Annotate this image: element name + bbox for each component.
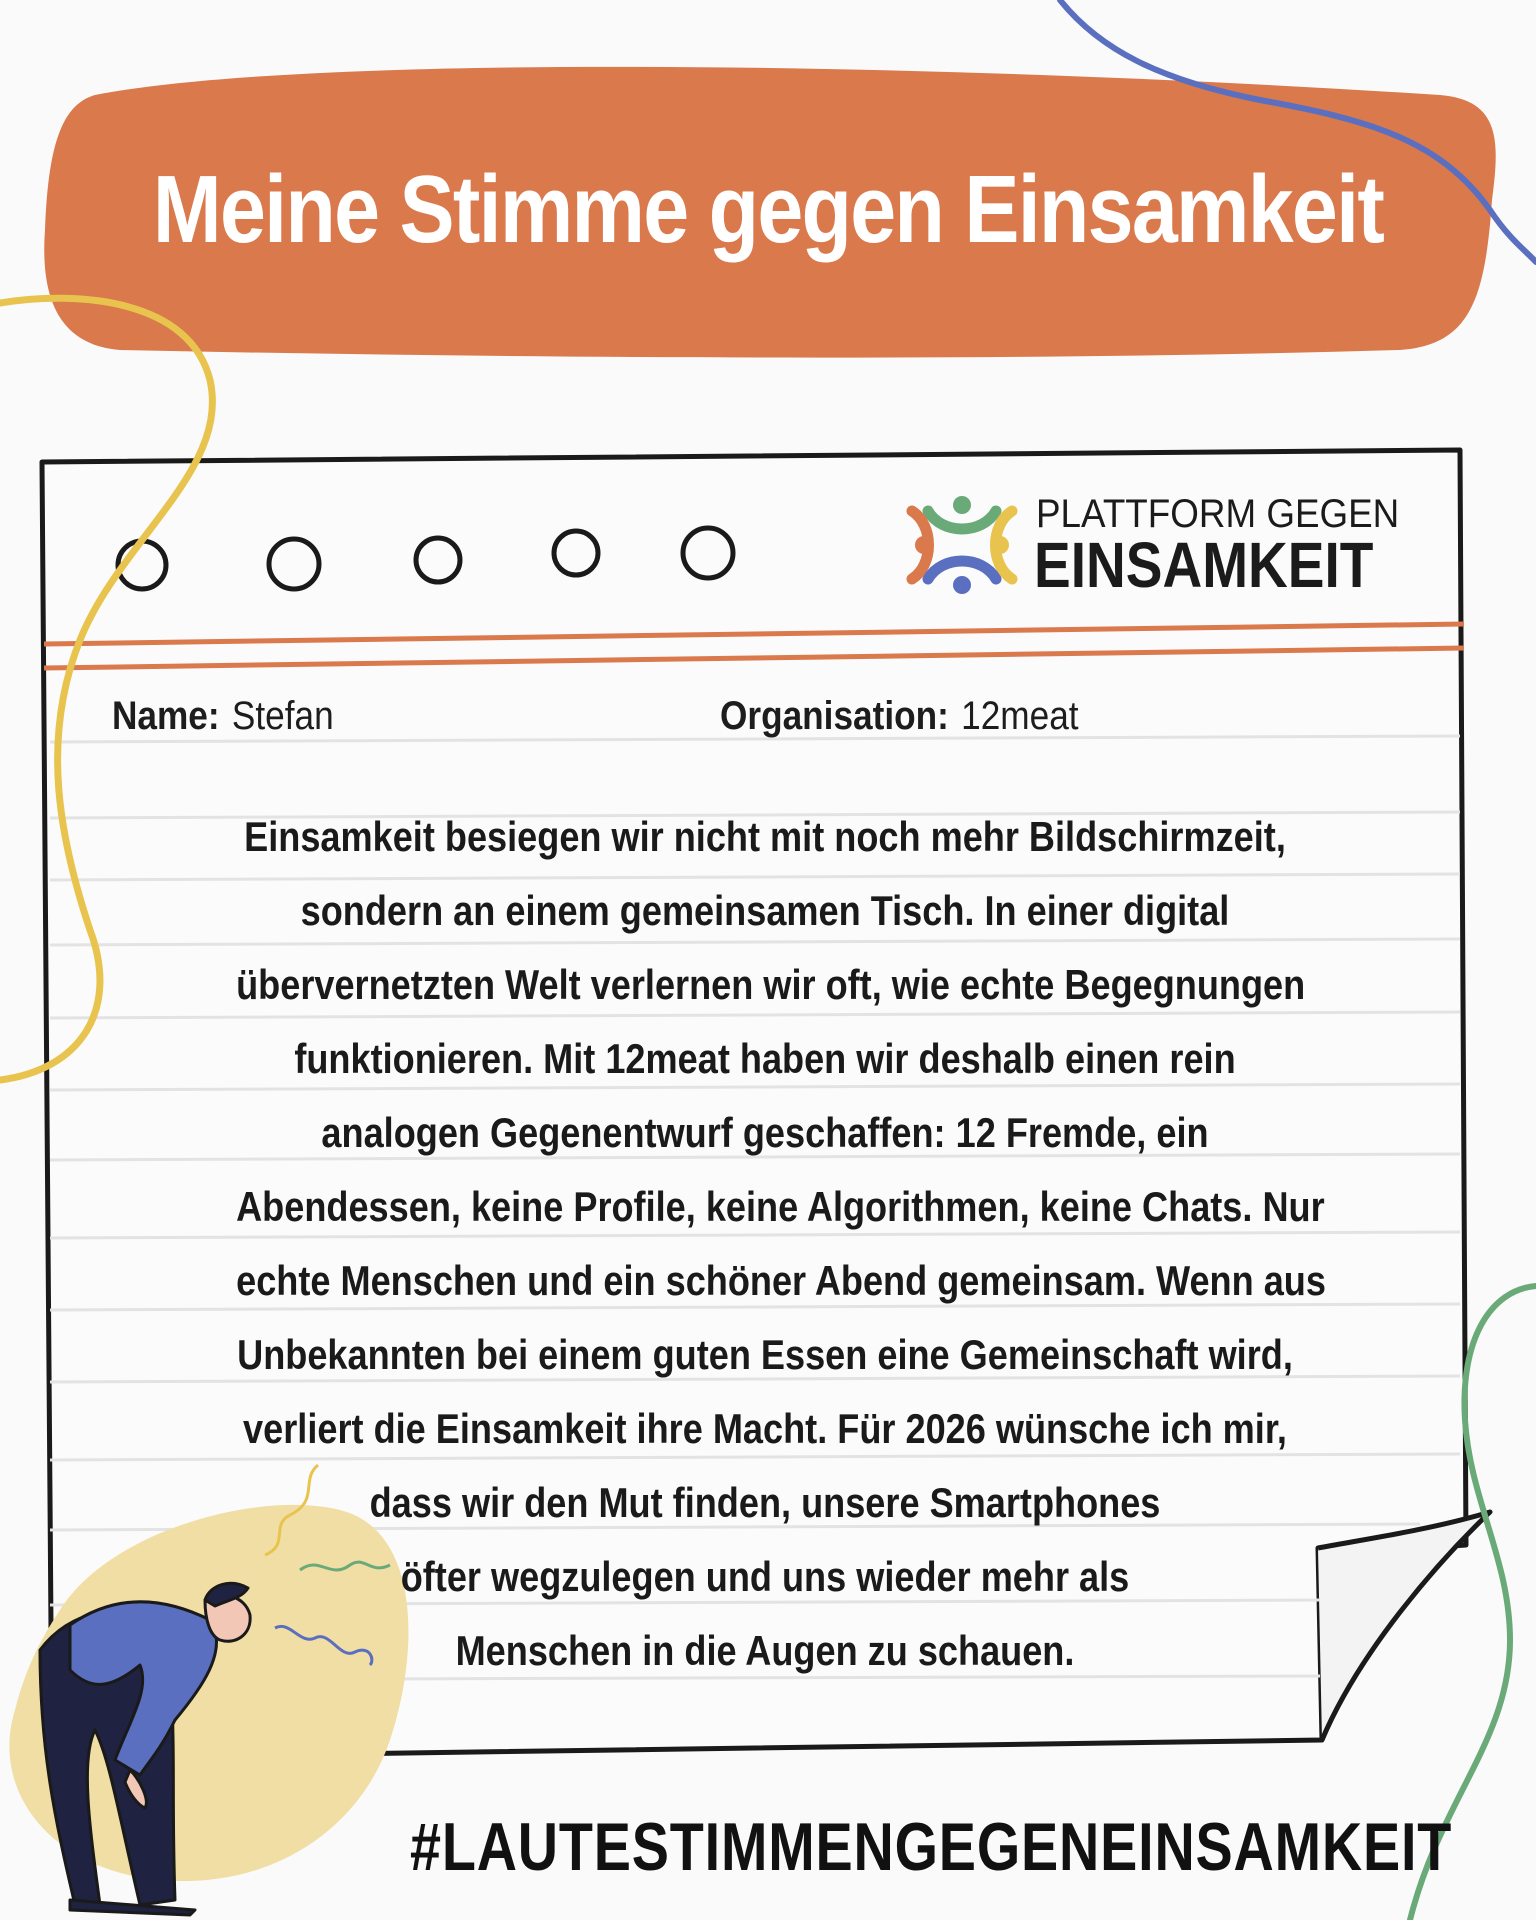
name-label: Name: (112, 694, 220, 738)
organisation-field (720, 694, 1079, 739)
statement-line: echte Menschen und ein schöner Abend gemeinsam. Wenn aus (236, 1257, 1326, 1304)
statement-line: Unbekannten bei einem guten Essen eine Gemeinschaft wird, (237, 1331, 1293, 1378)
statement-line: sondern an einem gemeinsamen Tisch. In einer digital (300, 887, 1230, 934)
logo-line2: EINSAMKEIT (1034, 529, 1374, 601)
statement-line: Menschen in die Augen zu schauen. (455, 1627, 1075, 1674)
statement-line: verliert die Einsamkeit ihre Macht. Für 2026 wünsche ich mir, (243, 1405, 1287, 1452)
logo-line1: PLATTFORM GEGEN (1036, 492, 1400, 536)
page-title: Meine Stimme gegen Einsamkeit (152, 156, 1384, 263)
organisation-value: 12meat (961, 694, 1079, 738)
statement-line: Einsamkeit besiegen wir nicht mit noch mehr Bildschirmzeit, (244, 813, 1286, 860)
statement-line: analogen Gegenentwurf geschaffen: 12 Fremde, ein (321, 1109, 1209, 1156)
statement-line: dass wir den Mut finden, unsere Smartphones (369, 1479, 1161, 1526)
plattform-logo (910, 492, 1400, 602)
hashtag: #LAUTESTIMMENGEGENEINSAMKEIT (410, 1809, 1453, 1885)
statement-line: Abendessen, keine Profile, keine Algorithmen, keine Chats. Nur (236, 1183, 1325, 1230)
statement-line: funktionieren. Mit 12meat haben wir deshalb einen rein (294, 1035, 1236, 1082)
statement-line: übervernetzten Welt verlernen wir oft, wie echte Begegnungen (236, 961, 1306, 1008)
organisation-label: Organisation: (720, 694, 949, 738)
name-value: Stefan (231, 694, 334, 738)
statement-text (150, 800, 1380, 1688)
name-field (112, 694, 334, 739)
statement-line: öfter wegzulegen und uns wieder mehr als (400, 1553, 1130, 1600)
